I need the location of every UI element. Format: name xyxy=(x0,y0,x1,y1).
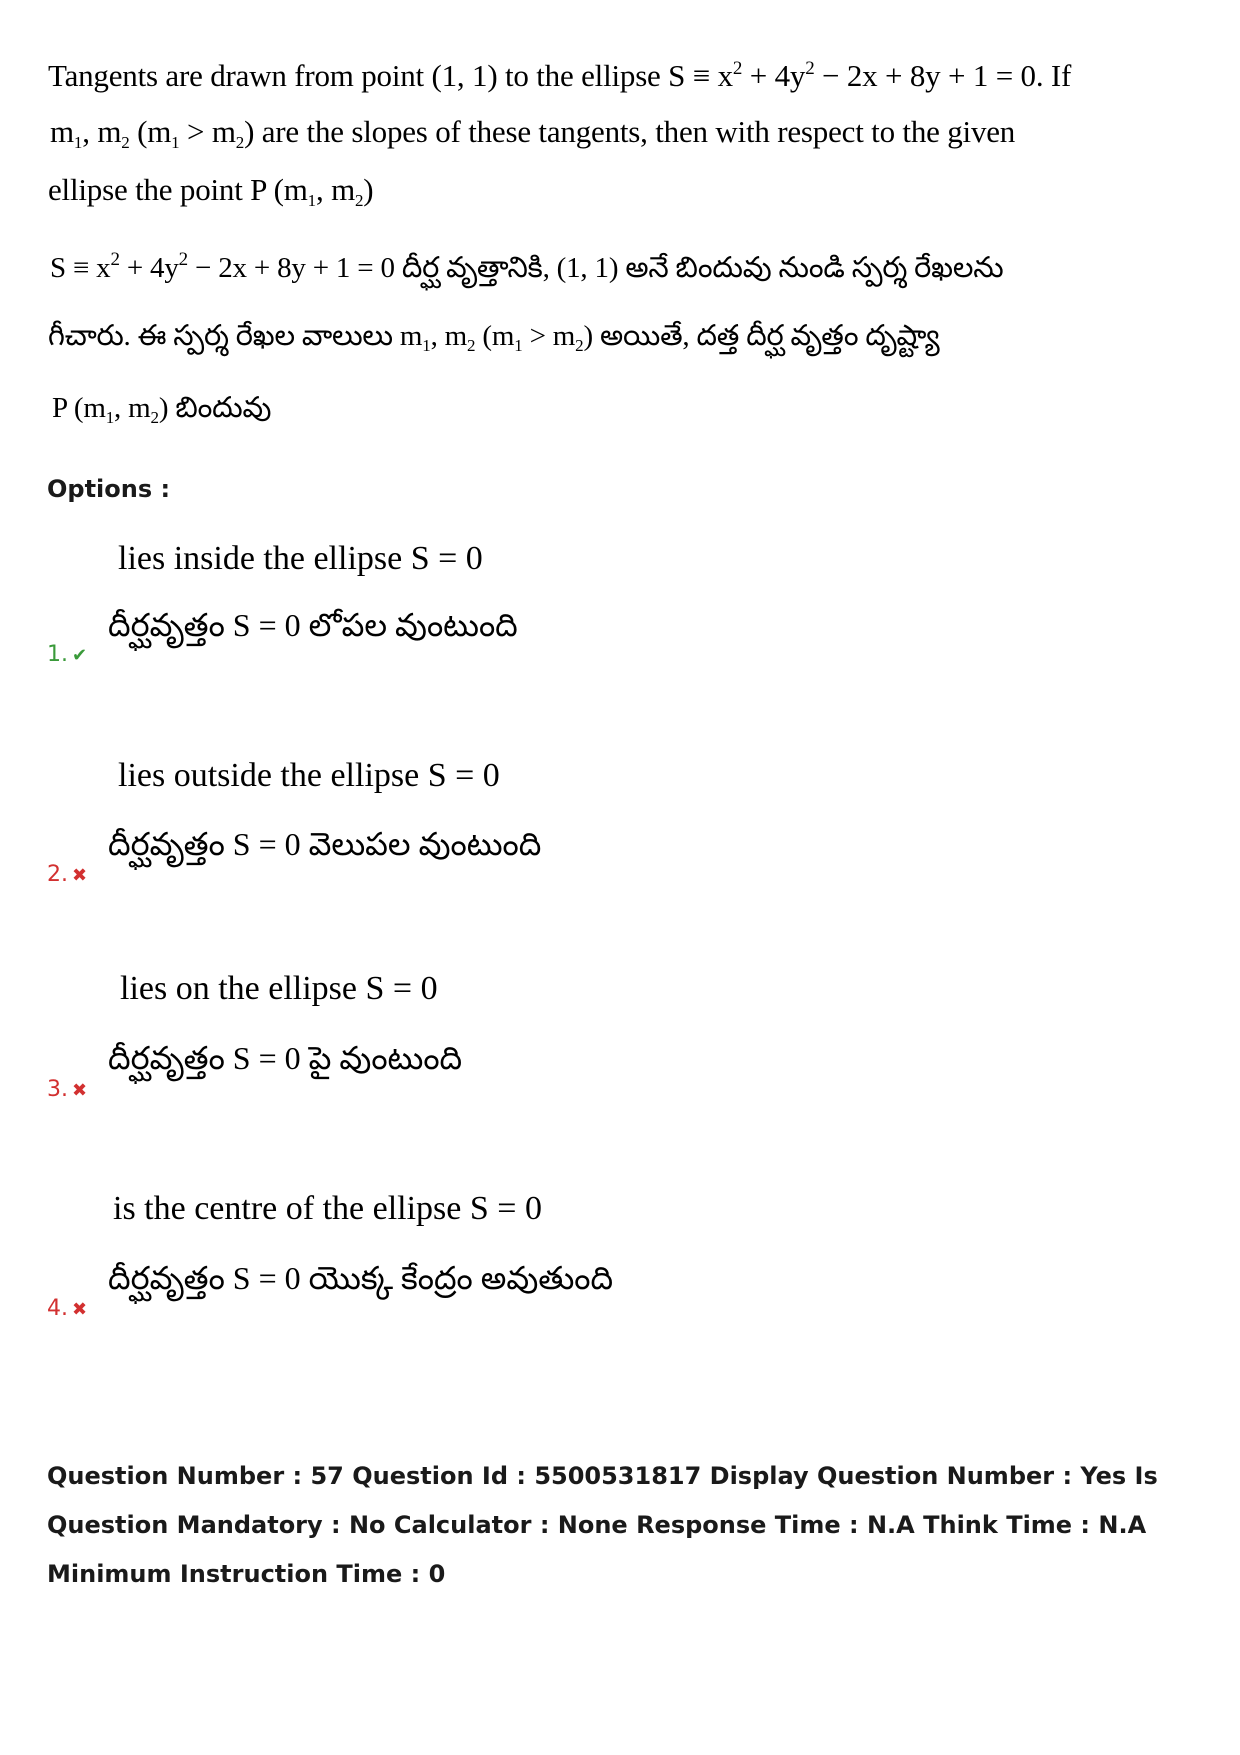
cross-icon: ✖ xyxy=(72,865,88,886)
question-en-line-1: Tangents are drawn from point (1, 1) to the ellipse $S \equiv x^2 + 4y^2 - 2x + 8y + 1 = 0$. If xyxy=(48,58,1072,93)
option-4-number: 4. ✖ xyxy=(47,1296,88,1321)
option-3-text-en: lies on the ellipse S = 0 xyxy=(120,970,438,1007)
options-label: Options : xyxy=(47,475,171,503)
option-1-text-en: lies inside the ellipse S = 0 xyxy=(118,540,483,577)
question-te-line-2: గీచారు. ఈ స్పర్శ రేఖల వాలులు $m_1$, $m_2$ $(m_1 > m_2)$ అయితే, దత్త దీర్ఘ వృత్తం దృష్ట్యా xyxy=(48,320,940,355)
question-te-line-3: P ($m_1$, $m_2$) బిందువు xyxy=(52,392,272,427)
option-1-number: 1. ✔ xyxy=(47,642,88,667)
option-1-text-te: దీర్ఘవృత్తం S = 0 లోపల వుంటుంది xyxy=(108,607,518,643)
question-en-line-3: ellipse the point P ($m_1$, $m_2$) xyxy=(48,172,374,210)
option-3-number: 3. ✖ xyxy=(47,1077,88,1102)
question-metadata: Question Number : 57 Question Id : 5500531817 Display Question Number : Yes Is Question Mandatory : No Calculator : None Response Time : N.A Think Time : N.A Minimum Instruction Time : 0 xyxy=(47,1462,1158,1588)
option-2-text-te: దీర్ఘవృత్తం S = 0 వెలుపల వుంటుంది xyxy=(108,826,542,862)
cross-icon: ✖ xyxy=(72,1080,88,1101)
question-te-line-1: $S \equiv x^2 + 4y^2 - 2x + 8y + 1 = 0$ దీర్ఘ వృత్తానికి, (1, 1) అనే బిందువు నుండి స్పర్శ రేఖలను xyxy=(50,249,1004,284)
cross-icon: ✖ xyxy=(72,1299,88,1320)
option-2-text-en: lies outside the ellipse S = 0 xyxy=(118,757,500,794)
option-4-text-en: is the centre of the ellipse S = 0 xyxy=(113,1190,542,1227)
question-en-line-2: $m_1$, $m_2$ $(m_1 > m_2)$ are the slopes of these tangents, then with respect to the given xyxy=(50,114,1016,152)
option-2-number: 2. ✖ xyxy=(47,862,88,887)
check-icon: ✔ xyxy=(72,645,88,666)
option-4-text-te: దీర్ఘవృత్తం S = 0 యొక్క కేంద్రం అవుతుంది xyxy=(108,1260,614,1296)
option-3-text-te: దీర్ఘవృత్తం S = 0 పై వుంటుంది xyxy=(108,1040,463,1076)
